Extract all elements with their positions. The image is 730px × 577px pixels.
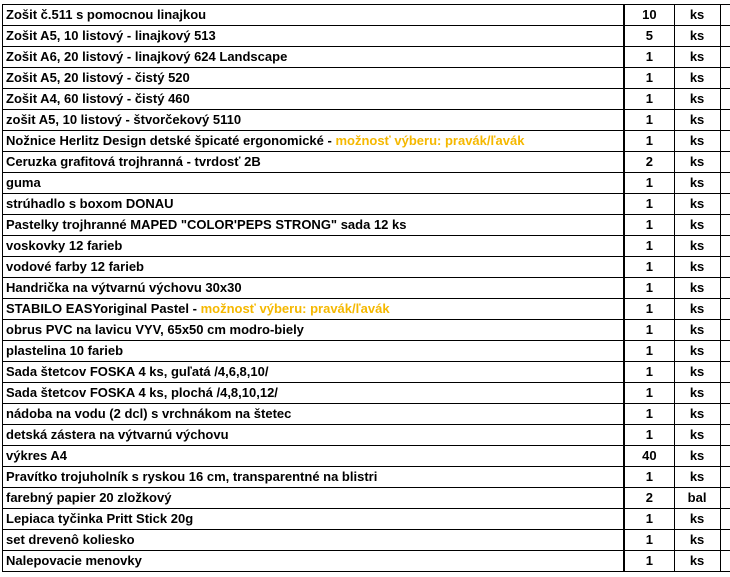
table-row [3,299,730,320]
empty-cell[interactable] [720,488,730,509]
item-name-cell[interactable] [3,68,625,89]
item-name: farebný papier 20 zložkový [6,490,172,505]
item-unit[interactable]: ks [674,68,720,89]
item-name: Lepiaca tyčinka Pritt Stick 20g [6,511,194,526]
item-quantity[interactable]: 1 [624,467,674,488]
item-name: Pravítko trojuholník s ryskou 16 cm, transparentné na blistri [6,469,378,484]
item-unit[interactable]: ks [674,404,720,425]
table-row [3,173,730,194]
empty-cell[interactable] [720,26,730,47]
item-name-cell[interactable] [3,299,625,320]
item-quantity[interactable]: 1 [624,362,674,383]
empty-cell[interactable] [720,362,730,383]
item-name-cell[interactable] [3,530,625,551]
empty-cell[interactable] [720,446,730,467]
item-unit[interactable]: ks [674,47,720,68]
item-unit[interactable]: ks [674,383,720,404]
empty-cell[interactable] [720,131,730,152]
item-note: možnosť výberu: pravák/ľavák [200,301,390,316]
empty-cell[interactable] [720,257,730,278]
item-quantity[interactable]: 1 [624,194,674,215]
item-quantity[interactable]: 1 [624,47,674,68]
item-name: výkres A4 [6,448,67,463]
table-row [3,257,730,278]
item-unit[interactable]: ks [674,530,720,551]
table-row [3,5,730,26]
empty-cell[interactable] [720,215,730,236]
table-row [3,110,730,131]
supply-list-table [2,4,730,572]
empty-cell[interactable] [720,194,730,215]
item-unit[interactable]: ks [674,5,720,26]
item-name: Pastelky trojhranné MAPED "COLOR'PEPS STRONG" sada 12 ks [6,217,407,232]
item-name-cell[interactable] [3,383,625,404]
empty-cell[interactable] [720,5,730,26]
item-name-cell[interactable] [3,215,625,236]
item-quantity[interactable]: 2 [624,488,674,509]
item-name-cell[interactable] [3,341,625,362]
item-quantity[interactable]: 1 [624,404,674,425]
item-unit[interactable]: bal [674,488,720,509]
item-unit[interactable]: ks [674,89,720,110]
item-unit[interactable]: ks [674,362,720,383]
table-row [3,425,730,446]
item-quantity[interactable]: 1 [624,530,674,551]
table-row [3,530,730,551]
empty-cell[interactable] [720,341,730,362]
item-name: Sada štetcov FOSKA 4 ks, guľatá /4,6,8,10/ [6,364,269,379]
item-name: Zošit A5, 10 listový - linajkový 513 [6,28,216,43]
item-name-cell[interactable] [3,110,625,131]
item-name-cell[interactable] [3,320,625,341]
table-row [3,26,730,47]
item-name: Ceruzka grafitová trojhranná - tvrdosť 2B [6,154,261,169]
item-name: Zošit A6, 20 listový - linajkový 624 Landscape [6,49,288,64]
empty-cell[interactable] [720,152,730,173]
item-quantity[interactable]: 10 [624,5,674,26]
item-name-cell[interactable] [3,236,625,257]
table-row [3,341,730,362]
item-quantity[interactable]: 1 [624,320,674,341]
item-name: vodové farby 12 farieb [6,259,144,274]
item-name-cell[interactable] [3,404,625,425]
item-name-cell[interactable] [3,509,625,530]
table-row [3,383,730,404]
empty-cell[interactable] [720,236,730,257]
empty-cell[interactable] [720,299,730,320]
empty-cell[interactable] [720,110,730,131]
table-row [3,89,730,110]
item-name: detská zástera na výtvarnú výchovu [6,427,229,442]
empty-cell[interactable] [720,47,730,68]
item-name: Sada štetcov FOSKA 4 ks, plochá /4,8,10,12/ [6,385,278,400]
item-unit[interactable]: ks [674,152,720,173]
item-unit[interactable]: ks [674,194,720,215]
item-name-cell[interactable] [3,26,625,47]
item-quantity[interactable]: 1 [624,68,674,89]
table-body [3,5,730,572]
item-quantity[interactable]: 1 [624,341,674,362]
item-quantity[interactable]: 1 [624,425,674,446]
item-name-cell[interactable] [3,5,625,26]
item-name-cell[interactable] [3,446,625,467]
item-name: Handrička na výtvarnú výchovu 30x30 [6,280,242,295]
item-unit[interactable]: ks [674,446,720,467]
item-name: obrus PVC na lavicu VYV, 65x50 cm modro-biely [6,322,304,337]
item-unit[interactable]: ks [674,173,720,194]
item-quantity[interactable]: 1 [624,215,674,236]
empty-cell[interactable] [720,404,730,425]
empty-cell[interactable] [720,551,730,572]
item-name-cell[interactable] [3,47,625,68]
item-name: Nožnice Herlitz Design detské špicaté ergonomické - [6,133,336,148]
table-row [3,446,730,467]
empty-cell[interactable] [720,509,730,530]
item-unit[interactable]: ks [674,278,720,299]
item-name: Nalepovacie menovky [6,553,142,568]
item-name-cell[interactable] [3,173,625,194]
empty-cell[interactable] [720,383,730,404]
item-name: guma [6,175,41,190]
item-unit[interactable]: ks [674,236,720,257]
empty-cell[interactable] [720,278,730,299]
item-name-cell[interactable] [3,194,625,215]
item-unit[interactable]: ks [674,509,720,530]
table-row [3,47,730,68]
item-quantity[interactable]: 1 [624,110,674,131]
item-unit[interactable]: ks [674,341,720,362]
table-row [3,467,730,488]
empty-cell[interactable] [720,425,730,446]
item-unit[interactable]: ks [674,257,720,278]
table-row [3,509,730,530]
table-row [3,278,730,299]
item-name: voskovky 12 farieb [6,238,123,253]
item-name: plastelina 10 farieb [6,343,124,358]
item-quantity[interactable]: 1 [624,89,674,110]
item-quantity[interactable]: 1 [624,278,674,299]
item-quantity[interactable]: 40 [624,446,674,467]
empty-cell[interactable] [720,68,730,89]
item-quantity[interactable]: 1 [624,257,674,278]
item-name-cell[interactable] [3,488,625,509]
table-row [3,236,730,257]
item-unit[interactable]: ks [674,425,720,446]
table-row [3,488,730,509]
item-name: Zošit A5, 20 listový - čistý 520 [6,70,190,85]
item-name-cell[interactable] [3,551,625,572]
item-unit[interactable]: ks [674,467,720,488]
item-quantity[interactable]: 1 [624,299,674,320]
item-unit[interactable]: ks [674,299,720,320]
empty-cell[interactable] [720,530,730,551]
item-name-cell[interactable] [3,131,625,152]
table-row [3,194,730,215]
empty-cell[interactable] [720,89,730,110]
item-quantity[interactable]: 1 [624,131,674,152]
item-quantity[interactable]: 2 [624,152,674,173]
item-name-cell[interactable] [3,257,625,278]
table-row [3,320,730,341]
item-name: zošit A5, 10 listový - štvorčekový 5110 [6,112,242,127]
table-row [3,68,730,89]
table-row [3,551,730,572]
table-row [3,404,730,425]
item-name-cell[interactable] [3,362,625,383]
item-name: STABILO EASYoriginal Pastel - [6,301,201,316]
empty-cell[interactable] [720,320,730,341]
item-note: možnosť výberu: pravák/ľavák [335,133,525,148]
empty-cell[interactable] [720,467,730,488]
item-quantity[interactable]: 1 [624,383,674,404]
item-name: Zošit č.511 s pomocnou linajkou [6,7,207,22]
item-unit[interactable]: ks [674,131,720,152]
item-name: set drevenô koliesko [6,532,135,547]
item-name: nádoba na vodu (2 dcl) s vrchnákom na štetec [6,406,292,421]
item-name-cell[interactable] [3,89,625,110]
empty-cell[interactable] [720,173,730,194]
item-unit[interactable]: ks [674,551,720,572]
item-unit[interactable]: ks [674,110,720,131]
table-row [3,362,730,383]
item-name: strúhadlo s boxom DONAU [6,196,174,211]
item-quantity[interactable]: 1 [624,509,674,530]
table-row [3,131,730,152]
item-unit[interactable]: ks [674,26,720,47]
item-name: Zošit A4, 60 listový - čistý 460 [6,91,190,106]
table-row [3,215,730,236]
item-unit[interactable]: ks [674,215,720,236]
item-name-cell[interactable] [3,467,625,488]
item-name-cell[interactable] [3,425,625,446]
item-quantity[interactable]: 5 [624,26,674,47]
table-row [3,152,730,173]
item-unit[interactable]: ks [674,320,720,341]
item-quantity[interactable]: 1 [624,551,674,572]
item-name-cell[interactable] [3,278,625,299]
item-quantity[interactable]: 1 [624,236,674,257]
item-quantity[interactable]: 1 [624,173,674,194]
item-name-cell[interactable] [3,152,625,173]
